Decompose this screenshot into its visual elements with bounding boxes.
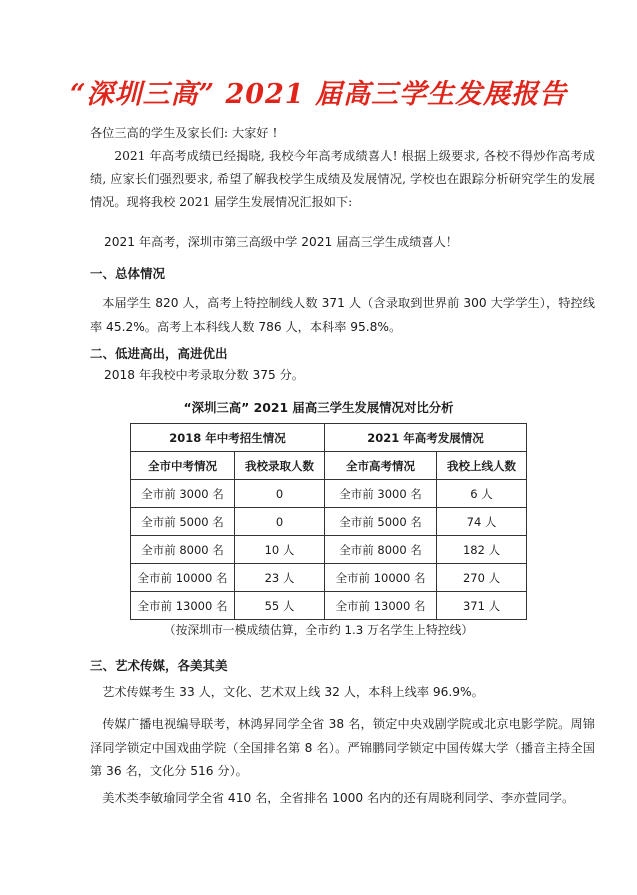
table-cell: 0 [235,480,325,508]
column-header: 全市高考情况 [325,452,437,480]
section2-text: 2018 年我校中考录取分数 375 分。 [104,368,304,382]
section1-text: 本届学生 820 人，高考上特控制线人数 371 人（含录取到世界前 300 大学学生），特控线率 45.2%。高考上本科线人数 786 人，本科率 95.8%。 [90,296,595,334]
table-group-header-row [131,424,527,452]
salutation: 各位三高的学生及家长们: 大家好 ! [90,126,278,140]
table-cell: 全市前 10000 名 [325,564,437,592]
column-header: 全市中考情况 [131,452,235,480]
section2-heading: 二、低进高出，高进优出 [90,346,228,361]
table-cell: 全市前 13000 名 [131,592,235,620]
table-cell: 371 人 [437,592,527,620]
table-cell: 全市前 13000 名 [325,592,437,620]
comparison-table [130,423,527,620]
table-note: （按深圳市一模成绩估算，全市约 1.3 万名学生上特控线） [163,623,474,637]
group-header-zhongkao: 2018 年中考招生情况 [131,424,325,452]
table-cell: 74 人 [437,508,527,536]
table-cell: 23 人 [235,564,325,592]
headline: 2021 年高考，深圳市第三高级中学 2021 届高三学生成绩喜人！ [104,235,458,249]
table-cell: 全市前 5000 名 [131,508,235,536]
column-header: 我校上线人数 [437,452,527,480]
section3-paragraph-1: 艺术传媒考生 33 人，文化、艺术双上线 32 人，本科上线率 96.9%。 [102,685,484,699]
table-cell: 10 人 [235,536,325,564]
table-cell: 全市前 10000 名 [131,564,235,592]
table-caption: “深圳三高” 2021 届高三学生发展情况对比分析 [183,400,454,415]
section3-paragraph-3: 美术类李敏瑜同学全省 410 名，全省排名 1000 名内的还有周晓利同学、李亦萱同学。 [102,791,575,805]
table-cell: 0 [235,508,325,536]
table-cell: 全市前 3000 名 [131,480,235,508]
table-cell: 55 人 [235,592,325,620]
table-row [131,508,527,536]
group-header-gaokao: 2021 年高考发展情况 [325,424,527,452]
section1-heading: 一、总体情况 [90,266,166,281]
page-title: “深圳三高” 2021 届高三学生发展报告 [69,79,567,110]
table-cell: 182 人 [437,536,527,564]
table-cell: 全市前 3000 名 [325,480,437,508]
table-cell: 270 人 [437,564,527,592]
table-row [131,564,527,592]
table-cell: 6 人 [437,480,527,508]
table-cell: 全市前 5000 名 [325,508,437,536]
intro-paragraph: 2021 年高考成绩已经揭晓, 我校今年高考成绩喜人! 根据上级要求, 各校不得炒作高考成绩, 应家长们强烈要求, 希望了解我校学生成绩及发展情况, 学校也在跟踪分析研究学生的发展情况。现将我校 2021 届学生发展情况汇报如下: [90,149,595,209]
table-column-header-row [131,452,527,480]
table-row [131,592,527,620]
section3-paragraph-2: 传媒广播电视编导联考，林鸿昇同学全省 38 名，锁定中央戏剧学院或北京电影学院。周锦泽同学锁定中国戏曲学院（全国排名第 8 名）。严锦鹏同学锁定中国传媒大学（播音主持全国第 36 名，文化分 516 分）。 [90,717,595,778]
table-cell: 全市前 8000 名 [325,536,437,564]
table-row [131,536,527,564]
section3-heading: 三、艺术传媒，各美其美 [90,658,228,673]
table-row [131,480,527,508]
table-cell: 全市前 8000 名 [131,536,235,564]
column-header: 我校录取人数 [235,452,325,480]
